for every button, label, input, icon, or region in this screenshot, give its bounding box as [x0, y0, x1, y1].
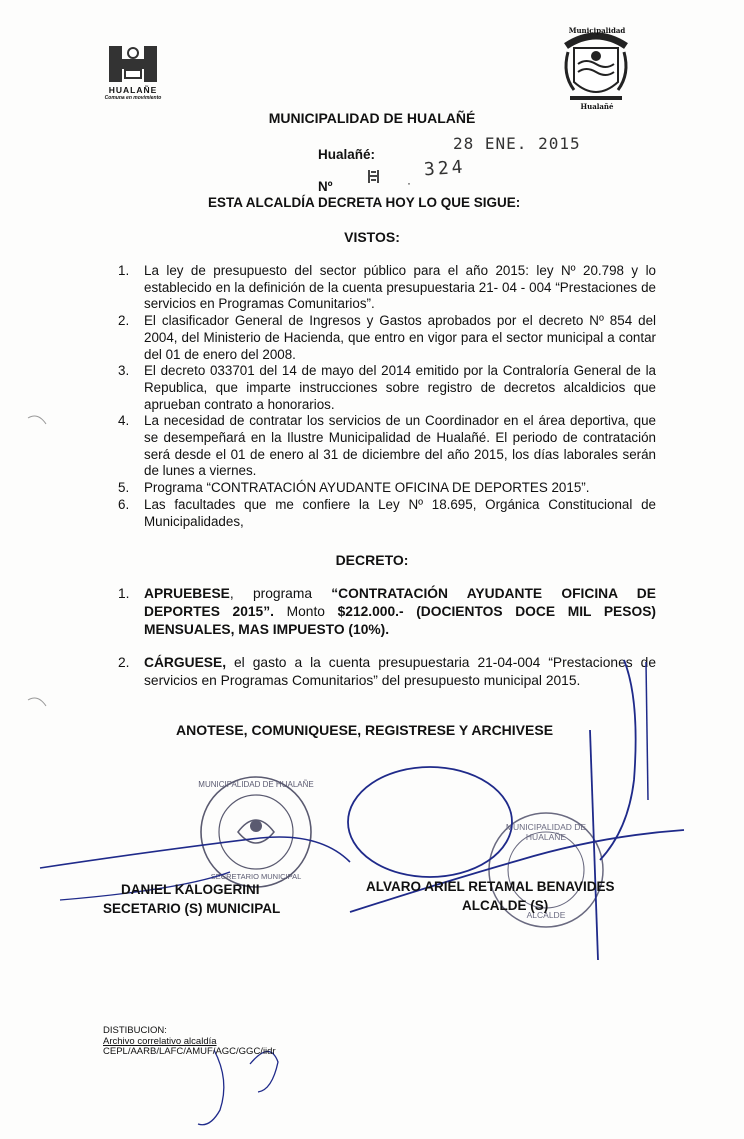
seal-top-text: Municipalidad	[568, 26, 626, 35]
distribution-line-1: Archivo correlativo alcaldía	[103, 1035, 217, 1047]
mayor-stamp-bottom: ALCALDE	[526, 910, 566, 920]
mayor-stamp-top: MUNICIPALIDAD DE HUALAÑE	[505, 822, 587, 842]
vistos-item: 1. La ley de presupuesto del sector público para el año 2015: ley Nº 20.798 y lo establecido en la definición de la cuenta presupuestaria 21- 04 - 004 “Prestaciones de servicios en Programas Comunitarios”.	[118, 263, 656, 312]
logo-tagline: Comuna en movimiento	[104, 95, 162, 101]
vistos-item: 2. El clasificador General de Ingresos y Gastos aprobados por el decreto Nº 854 del 2004, del Ministerio de Hacienda, que entro en vigor para el sector municipal a contar del 01 de enero del 2008.	[118, 313, 656, 362]
vistos-item: 4. La necesidad de contratar los servicios de un Coordinador en el área deportiva, que se desempeñará en la Ilustre Municipalidad de Hualañé. El periodo de contratación será desde el 01 de enero al 31 de diciembre del año 2015, los días laborales serán de lunes a viernes.	[118, 413, 656, 479]
page-title: MUNICIPALIDAD DE HUALAÑÉ	[268, 110, 476, 126]
vistos-item: 5. Programa “CONTRATACIÓN AYUDANTE OFICINA DE DEPORTES 2015”.	[118, 480, 590, 496]
logo-name: HUALAÑE	[108, 85, 158, 95]
secretary-title: SECETARIO (S) MUNICIPAL	[103, 901, 281, 916]
distribution-line-2: CEPL/AARB/LAFC/AMUF/AGC/GGC/iidr	[103, 1046, 276, 1057]
place-label: Hualañé:	[318, 147, 376, 162]
distribution-block	[103, 1026, 276, 1058]
decreto-item-charge: 2. CÁRGUESE, el gasto a la cuenta presupuestaria 21-04-004 “Prestaciones de servicios en Programas Comunitarios” del presupuesto municipal 2015.	[118, 655, 656, 688]
secretary-name: DANIEL KALOGERINI	[121, 882, 260, 897]
seal-bottom-text: Hualañé	[580, 102, 614, 111]
distribution-heading: DISTIBUCION:	[103, 1025, 167, 1036]
number-label: Nº	[318, 179, 333, 194]
mayor-name: ALVARO ARIEL RETAMAL BENAVIDES	[366, 879, 615, 894]
decree-intro: ESTA ALCALDÍA DECRETA HOY LO QUE SIGUE:	[208, 195, 521, 210]
vistos-heading: VISTOS:	[344, 229, 400, 245]
date-stamp: 28 ENE. 2015	[453, 134, 581, 153]
closing-formula: ANOTESE, COMUNIQUESE, REGISTRESE Y ARCHIVESE	[176, 722, 554, 738]
mayor-title: ALCALDE (S)	[462, 898, 549, 913]
secretary-stamp-bottom: SECRETARIO MUNICIPAL	[210, 872, 302, 881]
vistos-item: 6. Las facultades que me confiere la Ley Nº 18.695, Orgánica Constitucional de Municipalidades,	[118, 496, 656, 529]
vistos-item: 3. El decreto 033701 del 14 de mayo del 2014 emitido por la Contraloría General de la Republica, que imparte instrucciones sobre registro de decretos alcaldicios que aprueban contrato a honorarios.	[118, 363, 656, 412]
decreto-item-approve: 1. APRUEBESE, programa “CONTRATACIÓN AYUDANTE OFICINA DE DEPORTES 2015”. Monto $212.000.- (DOCIENTOS DOCE MIL PESOS) MENSUALES, MAS IMPUESTO (10%).	[118, 586, 656, 637]
decree-number: 324	[423, 156, 467, 181]
decreto-heading: DECRETO:	[335, 552, 409, 568]
secretary-stamp-top: MUNICIPALIDAD DE HUALAÑE	[198, 780, 314, 789]
